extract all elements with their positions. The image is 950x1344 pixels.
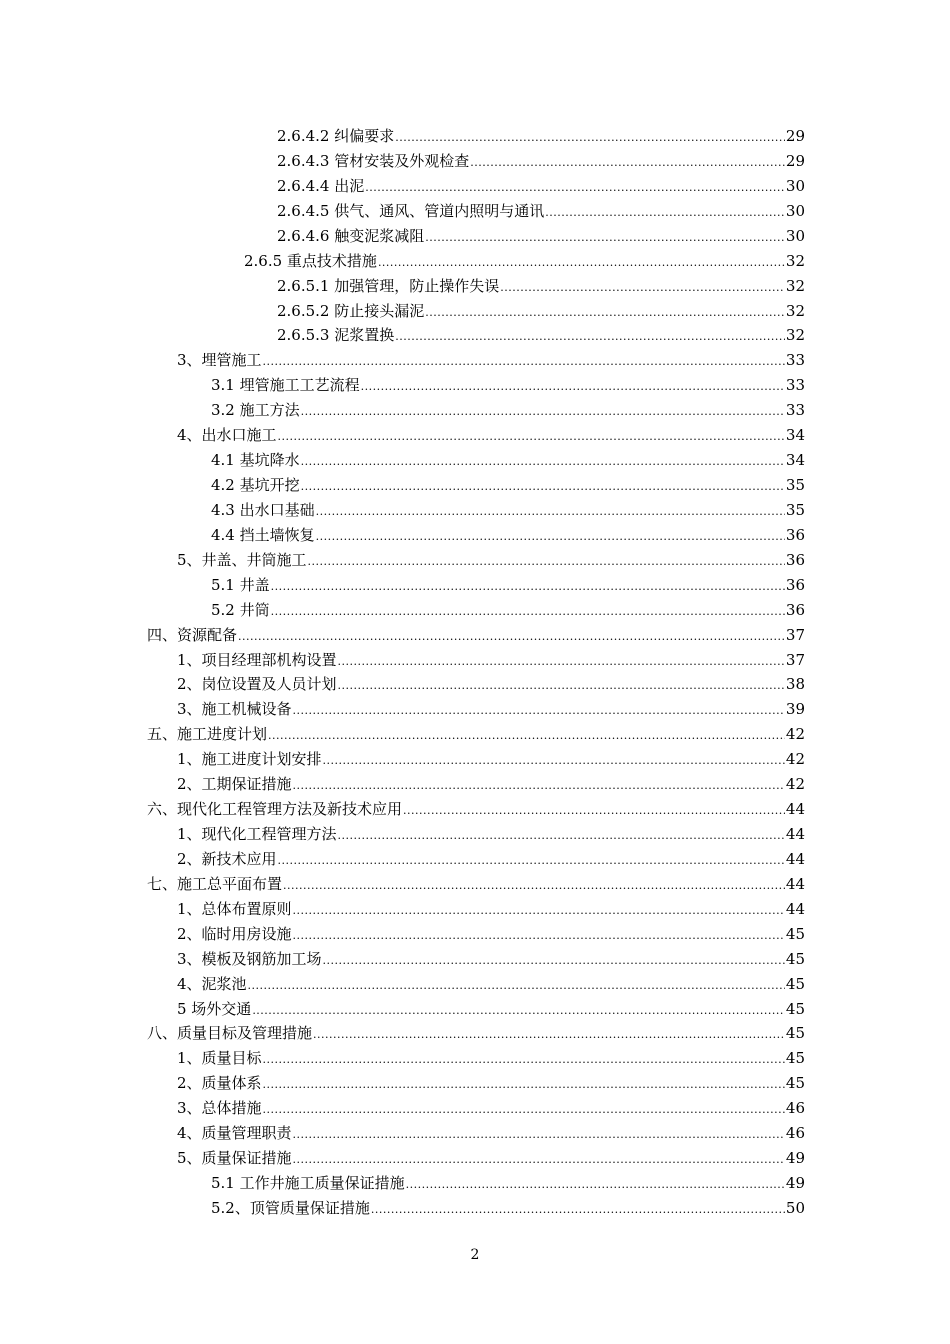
toc-entry-title: 五、施工进度计划 — [147, 725, 268, 744]
toc-entry[interactable] — [277, 274, 805, 299]
toc-entry-page: 49 — [785, 1149, 805, 1168]
toc-entry[interactable] — [211, 473, 805, 498]
toc-dot-leader — [338, 673, 785, 698]
toc-dot-leader — [293, 698, 785, 723]
toc-entry-title: 4、出水口施工 — [177, 426, 277, 445]
toc-dot-leader — [365, 175, 785, 200]
toc-entry-page: 32 — [785, 251, 805, 270]
toc-entry[interactable] — [177, 423, 805, 448]
toc-entry-page: 50 — [785, 1198, 805, 1217]
toc-entry-title: 3、埋管施工 — [177, 351, 262, 370]
toc-entry[interactable] — [177, 997, 805, 1022]
toc-dot-leader — [238, 624, 785, 649]
toc-entry-title: 2、质量体系 — [177, 1074, 262, 1093]
toc-entry[interactable] — [177, 548, 805, 573]
toc-entry-title: 5、质量保证措施 — [177, 1149, 292, 1168]
toc-dot-leader — [425, 225, 785, 250]
toc-entry[interactable] — [244, 249, 805, 274]
toc-dot-leader — [313, 1022, 785, 1047]
toc-entry-title: 5 场外交通 — [177, 999, 252, 1018]
toc-dot-leader — [248, 973, 785, 998]
toc-entry-page: 46 — [785, 1099, 805, 1118]
toc-entry-page: 34 — [785, 426, 805, 445]
toc-entry-page: 29 — [785, 127, 805, 145]
toc-entry-page: 42 — [785, 725, 805, 744]
toc-entry-page: 44 — [785, 874, 805, 893]
toc-entry[interactable] — [277, 299, 805, 324]
toc-entry-title: 1、施工进度计划安排 — [177, 750, 322, 769]
toc-dot-leader — [268, 723, 785, 748]
toc-entry-page: 37 — [785, 650, 805, 669]
toc-entry-title: 2.6.4.2 纠偏要求 — [277, 127, 395, 145]
toc-entry-page: 38 — [785, 675, 805, 694]
toc-dot-leader — [301, 474, 785, 499]
toc-entry-page: 36 — [785, 575, 805, 594]
toc-entry-title: 4.4 挡土墙恢复 — [211, 525, 315, 544]
toc-entry-title: 3.1 埋管施工工艺流程 — [211, 376, 360, 395]
toc-entry-page: 30 — [785, 176, 805, 195]
toc-entry-title: 1、现代化工程管理方法 — [177, 825, 337, 844]
toc-entry-title: 八、质量目标及管理措施 — [147, 1024, 313, 1043]
toc-entry-title: 四、资源配备 — [147, 625, 238, 644]
toc-entry-title: 4.2 基坑开挖 — [211, 476, 300, 495]
toc-entry[interactable] — [177, 947, 805, 972]
toc-entry[interactable] — [277, 124, 805, 149]
toc-entry-page: 30 — [785, 201, 805, 220]
toc-entry-page: 45 — [785, 924, 805, 943]
toc-entry-page: 33 — [785, 351, 805, 370]
toc-entry[interactable] — [211, 1196, 805, 1221]
toc-entry[interactable] — [177, 847, 805, 872]
toc-entry[interactable] — [177, 1046, 805, 1071]
toc-entry-page: 36 — [785, 550, 805, 569]
toc-entry[interactable] — [177, 772, 805, 797]
toc-entry-title: 2.6.5 重点技术措施 — [244, 251, 377, 270]
toc-dot-leader — [263, 1097, 785, 1122]
toc-dot-leader — [278, 424, 785, 449]
toc-entry[interactable] — [177, 348, 805, 373]
toc-entry[interactable] — [177, 1071, 805, 1096]
toc-dot-leader — [263, 1047, 785, 1072]
toc-dot-leader — [252, 998, 785, 1023]
toc-entry[interactable] — [177, 1096, 805, 1121]
toc-entry-page: 32 — [785, 326, 805, 345]
toc-entry-title: 4.1 基坑降水 — [211, 451, 300, 470]
toc-entry-title: 3、模板及钢筋加工场 — [177, 949, 322, 968]
toc-entry-page: 44 — [785, 849, 805, 868]
toc-entry-page: 45 — [785, 949, 805, 968]
toc-dot-leader — [395, 125, 785, 150]
toc-dot-leader — [378, 250, 785, 275]
toc-dot-leader — [293, 923, 785, 948]
toc-entry[interactable] — [211, 523, 805, 548]
toc-entry-title: 3.2 施工方法 — [211, 401, 300, 420]
toc-entry-title: 2、临时用房设施 — [177, 924, 292, 943]
toc-entry-page: 33 — [785, 401, 805, 420]
toc-entry[interactable] — [177, 922, 805, 947]
toc-entry[interactable] — [147, 872, 805, 897]
page-number: 2 — [470, 1247, 480, 1263]
toc-entry-page: 45 — [785, 1024, 805, 1043]
toc-entry-title: 2.6.4.5 供气、通风、管道内照明与通讯 — [277, 201, 545, 220]
toc-entry-title: 5.1 工作井施工质量保证措施 — [211, 1174, 405, 1193]
toc-entry-page: 29 — [785, 151, 805, 170]
toc-entry-page: 33 — [785, 376, 805, 395]
toc-entry-title: 3、施工机械设备 — [177, 700, 292, 719]
toc-entry-page: 44 — [785, 899, 805, 918]
toc-dot-leader — [293, 898, 785, 923]
toc-entry-page: 45 — [785, 1074, 805, 1093]
toc-entry[interactable] — [211, 1171, 805, 1196]
toc-entry-title: 2、岗位设置及人员计划 — [177, 675, 337, 694]
toc-entry-title: 2.6.5.1 加强管理，防止操作失误 — [277, 276, 500, 295]
toc-entry-title: 4、质量管理职责 — [177, 1124, 292, 1143]
toc-entry[interactable] — [147, 1021, 805, 1046]
toc-dot-leader — [470, 150, 785, 175]
toc-dot-leader — [316, 524, 785, 549]
toc-dot-leader — [308, 549, 785, 574]
toc-entry-page: 35 — [785, 500, 805, 519]
toc-entry-page: 42 — [785, 750, 805, 769]
toc-entry[interactable] — [177, 1146, 805, 1171]
toc-dot-leader — [301, 399, 785, 424]
toc-entry-title: 七、施工总平面布置 — [147, 874, 283, 893]
toc-entry-title: 1、总体布置原则 — [177, 899, 292, 918]
toc-entry-title: 5.2、顶管质量保证措施 — [211, 1198, 370, 1217]
toc-entry-title: 1、质量目标 — [177, 1049, 262, 1068]
toc-entry-page: 45 — [785, 1049, 805, 1068]
toc-entry-title: 3、总体措施 — [177, 1099, 262, 1118]
toc-dot-leader — [545, 200, 785, 225]
toc-entry-page: 45 — [785, 974, 805, 993]
toc-entry[interactable] — [177, 897, 805, 922]
toc-entry-page: 37 — [785, 625, 805, 644]
toc-entry-title: 2.6.5.3 泥浆置换 — [277, 326, 395, 345]
toc-entry[interactable] — [277, 199, 805, 224]
toc-entry[interactable] — [211, 598, 805, 623]
toc-dot-leader — [293, 1147, 785, 1172]
toc-entry-page: 34 — [785, 451, 805, 470]
toc-dot-leader — [283, 873, 785, 898]
toc-entry-page: 36 — [785, 600, 805, 619]
toc-entry-page: 32 — [785, 276, 805, 295]
toc-dot-leader — [278, 848, 785, 873]
toc-entry-page: 45 — [785, 999, 805, 1018]
toc-entry[interactable] — [277, 174, 805, 199]
toc-dot-leader — [293, 1122, 785, 1147]
toc-dot-leader — [406, 1172, 785, 1197]
toc-dot-leader — [293, 773, 785, 798]
toc-entry[interactable] — [177, 972, 805, 997]
toc-entry-title: 1、项目经理部机构设置 — [177, 650, 337, 669]
toc-entry-title: 2、工期保证措施 — [177, 775, 292, 794]
toc-entry-page: 44 — [785, 800, 805, 819]
toc-entry-page: 36 — [785, 525, 805, 544]
toc-entry[interactable] — [211, 573, 805, 598]
toc-dot-leader — [395, 324, 785, 349]
toc-entry[interactable] — [211, 373, 805, 398]
toc-entry-title: 5.1 井盖 — [211, 575, 270, 594]
toc-entry[interactable] — [177, 747, 805, 772]
toc-entry-page: 39 — [785, 700, 805, 719]
toc-entry-page: 44 — [785, 825, 805, 844]
toc-entry-title: 5.2 井筒 — [211, 600, 270, 619]
toc-entry-title: 2、新技术应用 — [177, 849, 277, 868]
toc-entry-title: 六、现代化工程管理方法及新技术应用 — [147, 800, 403, 819]
toc-entry-title: 4、泥浆池 — [177, 974, 247, 993]
toc-entry-title: 2.6.5.2 防止接头漏泥 — [277, 301, 425, 320]
toc-dot-leader — [301, 449, 785, 474]
toc-dot-leader — [338, 823, 785, 848]
toc-dot-leader — [271, 574, 785, 599]
toc-dot-leader — [323, 748, 785, 773]
toc-entry-page: 42 — [785, 775, 805, 794]
toc-entry[interactable] — [277, 224, 805, 249]
toc-entry[interactable] — [147, 623, 805, 648]
toc-entry-page: 30 — [785, 226, 805, 245]
toc-entry[interactable] — [147, 797, 805, 822]
toc-entry-page: 35 — [785, 476, 805, 495]
toc-entry[interactable] — [277, 149, 805, 174]
toc-dot-leader — [361, 374, 785, 399]
toc-dot-leader — [271, 599, 785, 624]
toc-entry[interactable] — [147, 722, 805, 747]
toc-entry[interactable] — [177, 648, 805, 673]
toc-entry[interactable] — [177, 822, 805, 847]
toc-entry[interactable] — [211, 498, 805, 523]
toc-dot-leader — [263, 1072, 785, 1097]
toc-dot-leader — [403, 798, 785, 823]
toc-entry-title: 5、井盖、井筒施工 — [177, 550, 307, 569]
toc-entry-page: 49 — [785, 1174, 805, 1193]
toc-entry[interactable] — [177, 1121, 805, 1146]
toc-entry-title: 2.6.4.6 触变泥浆减阻 — [277, 226, 425, 245]
toc-entry-title: 4.3 出水口基础 — [211, 500, 315, 519]
toc-dot-leader — [338, 649, 785, 674]
toc-entry[interactable] — [277, 323, 805, 348]
toc-dot-leader — [425, 300, 785, 325]
toc-dot-leader — [263, 349, 785, 374]
toc-entry-title: 2.6.4.4 出泥 — [277, 176, 365, 195]
toc-dot-leader — [316, 499, 785, 524]
toc-entry-title: 2.6.4.3 管材安装及外观检查 — [277, 151, 470, 170]
toc-entry-page: 46 — [785, 1124, 805, 1143]
toc-entry-page: 32 — [785, 301, 805, 320]
toc-entry[interactable] — [177, 672, 805, 697]
toc-entry[interactable] — [177, 697, 805, 722]
toc-entry[interactable] — [211, 398, 805, 423]
toc-dot-leader — [500, 275, 785, 300]
toc-dot-leader — [371, 1197, 785, 1222]
toc-dot-leader — [323, 948, 785, 973]
toc-entry[interactable] — [211, 448, 805, 473]
